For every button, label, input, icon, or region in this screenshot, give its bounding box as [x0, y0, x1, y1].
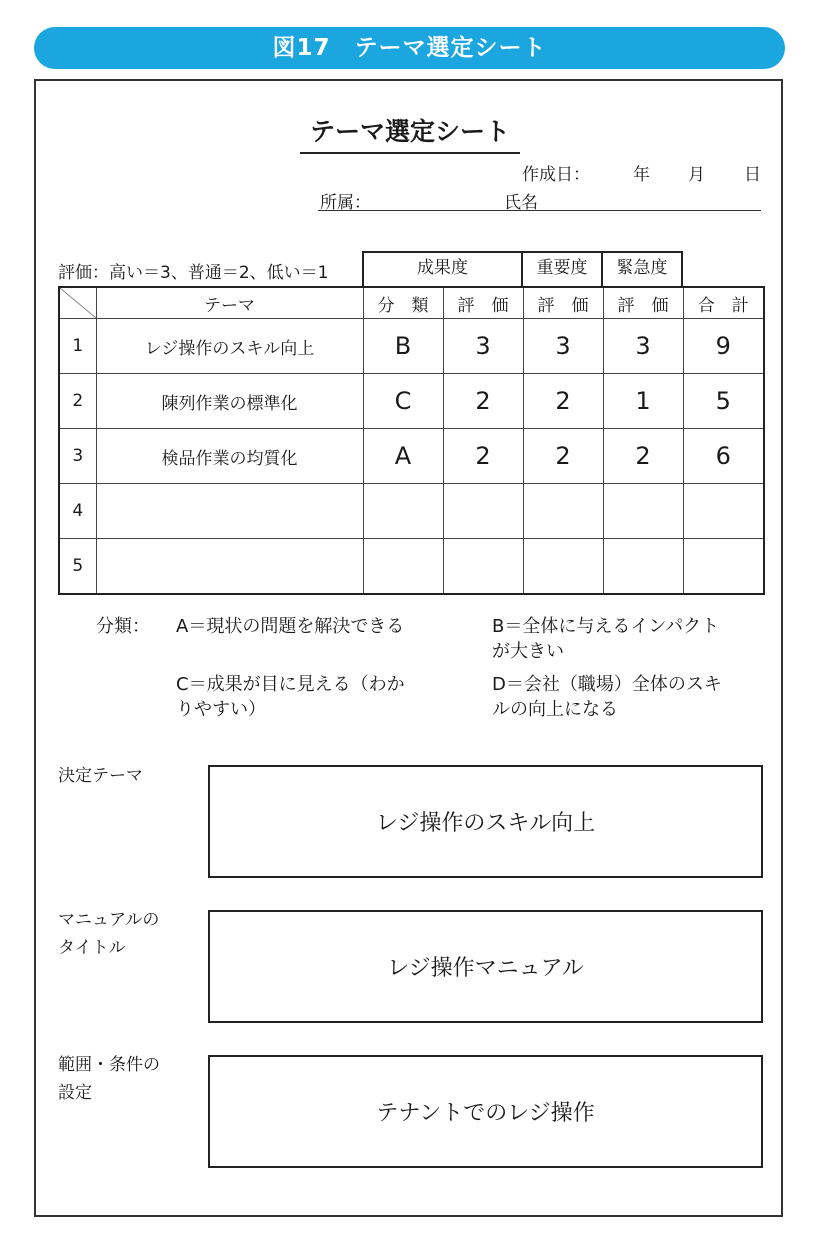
classification-d-line1: D＝会社（職場）全体のスキ: [492, 674, 722, 695]
row-kinkyu: [603, 539, 683, 595]
corner-cell: [59, 287, 96, 319]
classification-b: [492, 614, 767, 664]
manual-title-label-line1: マニュアルの: [58, 910, 160, 930]
manual-title-value: レジ操作マニュアル: [387, 956, 584, 981]
row-juyo: 2: [523, 374, 603, 429]
group-header-juyo: 重要度: [521, 251, 603, 288]
classification-c-line2: りやすい）: [176, 699, 266, 720]
row-juyo: 3: [523, 319, 603, 374]
row-number: 4: [59, 484, 96, 539]
classification-d: [492, 672, 767, 722]
col-header-theme: テーマ: [96, 287, 363, 319]
table-row: [59, 539, 764, 595]
row-seika: [443, 484, 523, 539]
decided-theme-box: [208, 765, 763, 878]
row-bunrui: C: [363, 374, 443, 429]
name-label: 氏名: [504, 193, 538, 213]
row-number: 5: [59, 539, 96, 595]
table-header-row: [59, 287, 764, 319]
row-theme: 陳列作業の標準化: [96, 374, 363, 429]
row-juyo: 2: [523, 429, 603, 484]
col-header-bunrui: 分 類: [363, 287, 443, 319]
scope-label-line2: 設定: [58, 1083, 92, 1103]
group-header-seika: 成果度: [362, 251, 523, 288]
row-seika: 3: [443, 319, 523, 374]
decided-theme-value: レジ操作のスキル向上: [375, 811, 596, 836]
row-bunrui: [363, 484, 443, 539]
figure-banner: 図17 テーマ選定シート: [34, 27, 785, 69]
rating-legend: 評価：高い＝3、普通＝2、低い＝1: [58, 263, 329, 283]
row-number: 1: [59, 319, 96, 374]
table-row: [59, 319, 764, 374]
day-label: 日: [744, 165, 761, 185]
classification-a: [176, 614, 466, 639]
col-header-juyo-hyoka: 評 価: [523, 287, 603, 319]
row-total: 6: [683, 429, 764, 484]
row-total: [683, 539, 764, 595]
classification-b-line2: が大きい: [492, 641, 564, 662]
dept-label: 所属：: [320, 193, 371, 213]
row-kinkyu: [603, 484, 683, 539]
col-header-total: 合 計: [683, 287, 764, 319]
classification-a-text: A＝現状の問題を解決できる: [176, 616, 405, 637]
row-bunrui: A: [363, 429, 443, 484]
row-kinkyu: 3: [603, 319, 683, 374]
manual-title-label: [58, 906, 159, 962]
row-theme: [96, 539, 363, 595]
classification-c: [176, 672, 466, 722]
row-kinkyu: 1: [603, 374, 683, 429]
row-theme: [96, 484, 363, 539]
row-juyo: [523, 484, 603, 539]
year-label: 年: [633, 165, 650, 185]
row-kinkyu: 2: [603, 429, 683, 484]
row-number: 3: [59, 429, 96, 484]
table-row: [59, 429, 764, 484]
row-total: 5: [683, 374, 764, 429]
manual-title-label-line2: タイトル: [58, 938, 126, 958]
table-row: [59, 374, 764, 429]
scope-label: [58, 1051, 160, 1107]
classification-b-line1: B＝全体に与えるインパクト: [492, 616, 720, 637]
manual-title-box: [208, 910, 763, 1023]
row-bunrui: [363, 539, 443, 595]
row-bunrui: B: [363, 319, 443, 374]
month-label: 月: [688, 165, 705, 185]
row-seika: [443, 539, 523, 595]
meta-underline: [318, 210, 761, 211]
row-juyo: [523, 539, 603, 595]
row-theme: 検品作業の均質化: [96, 429, 363, 484]
classification-d-line2: ルの向上になる: [492, 699, 618, 720]
group-header-kinkyu: 緊急度: [601, 251, 683, 288]
decided-theme-label: 決定テーマ: [58, 766, 143, 786]
row-theme: レジ操作のスキル向上: [96, 319, 363, 374]
row-number: 2: [59, 374, 96, 429]
scope-label-line1: 範囲・条件の: [58, 1055, 160, 1075]
scope-value: テナントでのレジ操作: [376, 1101, 595, 1126]
table-row: [59, 484, 764, 539]
col-header-kinkyu-hyoka: 評 価: [603, 287, 683, 319]
classification-label: 分類：: [96, 616, 150, 637]
theme-selection-table: [58, 286, 765, 595]
classification-c-line1: C＝成果が目に見える（わか: [176, 674, 405, 695]
row-total: [683, 484, 764, 539]
scope-box: [208, 1055, 763, 1168]
row-total: 9: [683, 319, 764, 374]
col-header-seika-hyoka: 評 価: [443, 287, 523, 319]
row-seika: 2: [443, 374, 523, 429]
sheet-title: テーマ選定シート: [300, 112, 520, 154]
date-label: 作成日：: [522, 165, 590, 185]
row-seika: 2: [443, 429, 523, 484]
